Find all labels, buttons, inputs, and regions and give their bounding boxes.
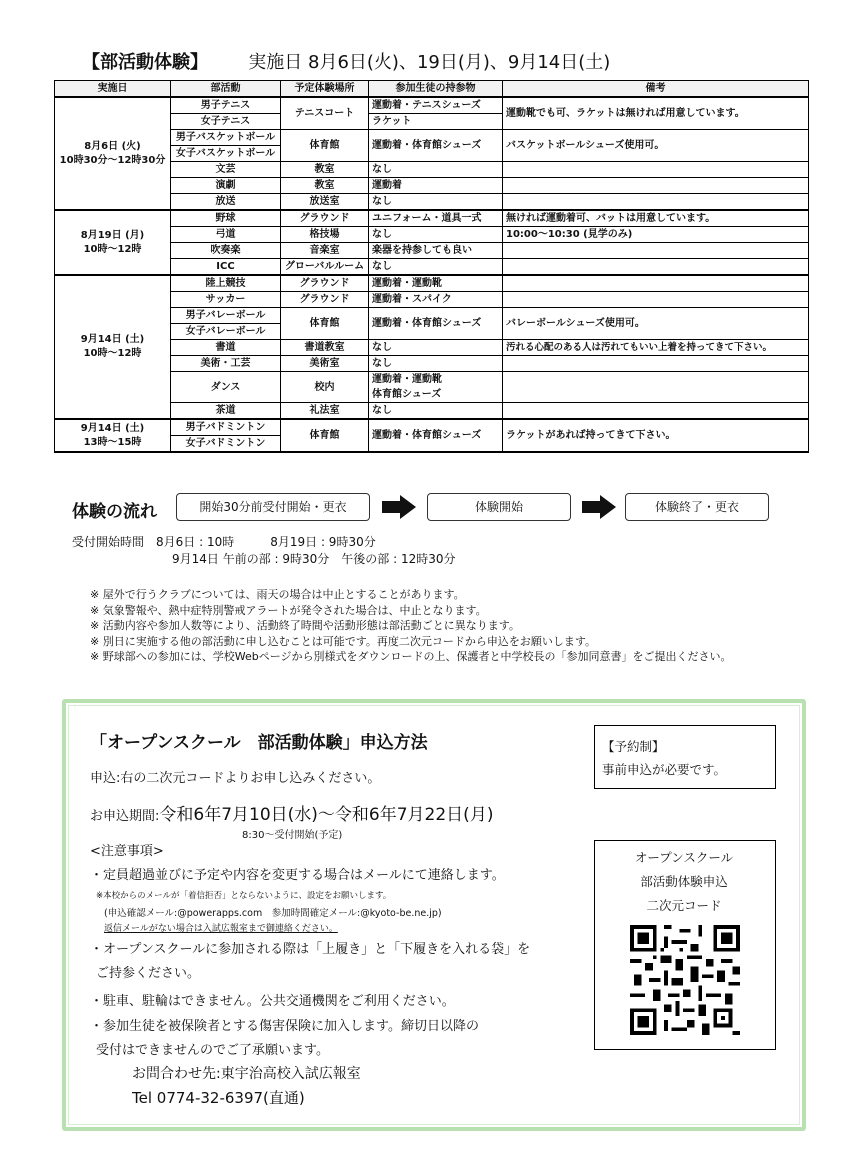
caution-sub: 返信メールがない場合は入試広報室まで御連絡ください。 (104, 924, 338, 934)
place-cell: テニスコート (281, 97, 369, 130)
note-cell: バスケットボールシューズ使用可。 (503, 130, 809, 162)
club-cell: 男子バスケットボール (171, 130, 281, 146)
items-cell: なし (369, 356, 503, 372)
flow-label: 体験の流れ (72, 502, 157, 522)
page-title-row (82, 48, 610, 74)
club-cell: 放送 (171, 194, 281, 211)
flow-step-3: 体験終了・更衣 (625, 493, 769, 521)
club-cell: 美術・工芸 (171, 356, 281, 372)
place-cell: 体育館 (281, 130, 369, 162)
place-cell: 美術室 (281, 356, 369, 372)
note-item: ※ 別日に実施する他の部活動に申し込むことは可能です。再度二次元コードから申込をお願いします。 (90, 634, 596, 648)
header-place: 予定体験場所 (281, 81, 369, 98)
note-cell: 10:00～10:30 (見学のみ) (503, 227, 809, 243)
club-cell: サッカー (171, 292, 281, 308)
date-time: 10時30分～12時30分 (59, 154, 166, 166)
club-cell: 野球 (171, 210, 281, 227)
club-cell: 文芸 (171, 162, 281, 178)
qr-code-icon[interactable] (630, 925, 740, 1035)
items-cell: 運動着・体育館シューズ (369, 308, 503, 340)
table-row (55, 275, 809, 292)
club-cell: ダンス (171, 372, 281, 403)
date-time: 10時～12時 (83, 243, 142, 255)
place-cell: 教室 (281, 162, 369, 178)
place-cell: 校内 (281, 372, 369, 403)
note-cell (503, 243, 809, 259)
schedule-table (54, 80, 809, 453)
apply-period-label: お申込期間: (90, 809, 160, 824)
place-cell: 礼法室 (281, 403, 369, 420)
event-dates: 実施日 8月6日(火)、19日(月)、9月14日(土) (248, 52, 611, 73)
items-cell: 運動着・体育館シューズ (369, 419, 503, 452)
caution-sub: ※本校からのメールが「着信拒否」とならないように、設定をお願いします。 (96, 891, 392, 901)
note-cell (503, 356, 809, 372)
note-cell: 無ければ運動着可、バットは用意しています。 (503, 210, 809, 227)
caution-heading: <注意事項> (90, 844, 164, 859)
note-cell: 運動靴でも可、ラケットは無ければ用意しています。 (503, 97, 809, 130)
arrow-right-icon (582, 495, 616, 519)
page-title: 【部活動体験】 (82, 52, 208, 73)
notes-list (90, 587, 810, 665)
header-club: 部活動 (171, 81, 281, 98)
place-cell: グラウンド (281, 292, 369, 308)
note-item: ※ 活動内容や参加人数等により、活動終了時間や活動形態は部活動ごとに異なります。 (90, 619, 520, 632)
reception-times (72, 534, 456, 568)
caution-item: ・参加生徒を被保険者とする傷害保険に加入します。締切日以降の (90, 1019, 479, 1034)
date-time: 13時～15時 (83, 436, 142, 448)
items-cell: 運動着・スパイク (369, 292, 503, 308)
reception-line-2: 9月14日 午前の部 : 9時30分 午後の部 : 12時30分 (172, 552, 456, 566)
place-cell: グラウンド (281, 275, 369, 292)
note-cell (503, 178, 809, 194)
header-notes: 備考 (503, 81, 809, 98)
note-item: ※ 気象警報や、熱中症特別警戒アラートが発令された場合は、中止となります。 (90, 603, 487, 617)
note-cell (503, 403, 809, 420)
items-cell: 楽器を持参しても良い (369, 243, 503, 259)
club-cell: 男子バドミントン (171, 419, 281, 436)
flow-step-2: 体験開始 (427, 493, 571, 521)
club-cell: 陸上競技 (171, 275, 281, 292)
items-cell: なし (369, 259, 503, 276)
place-cell: グローバルルーム (281, 259, 369, 276)
caution-item-cont: 受付はできませんのでご了承願います。 (96, 1043, 329, 1058)
apply-method: 申込:右の二次元コードよりお申し込みください。 (90, 771, 381, 786)
note-item: ※ 野球部への参加には、学校Webページから別様式をダウンロードの上、保護者と中学校長の「参加同意書」をご提出ください。 (90, 650, 732, 663)
table-header-row (55, 81, 809, 98)
arrow-right-icon (382, 495, 416, 519)
flow-step-1: 開始30分前受付開始・更衣 (176, 493, 370, 521)
contact-info: お問合わせ先:東宇治高校入試広報室 (132, 1066, 361, 1082)
note-cell: バレーボールシューズ使用可。 (503, 308, 809, 340)
caution-item: ・オープンスクールに参加される際は「上履き」と「下履きを入れる袋」を (90, 942, 531, 957)
club-cell: 茶道 (171, 403, 281, 420)
note-cell (503, 292, 809, 308)
caution-sub: (申込確認メール:@powerapps.com 参加時間確定メール:@kyoto-be.ne.jp) (104, 908, 442, 919)
qr-caption-2: 部活動体験申込 (640, 874, 728, 889)
items-cell: なし (369, 194, 503, 211)
club-cell: 女子バレーボール (171, 324, 281, 340)
place-cell: 音楽室 (281, 243, 369, 259)
items-cell: 体育館シューズ (369, 387, 503, 403)
apply-period (90, 800, 493, 825)
items-cell: なし (369, 403, 503, 420)
place-cell: 教室 (281, 178, 369, 194)
table-row (55, 419, 809, 436)
note-item: ※ 屋外で行うクラブについては、雨天の場合は中止とすることがあります。 (90, 588, 465, 601)
items-cell: 運動着・運動靴 (369, 372, 503, 388)
club-cell: 書道 (171, 340, 281, 356)
note-cell: ラケットがあれば持ってきて下さい。 (503, 419, 809, 452)
date-day: 8月6日 (火) (84, 140, 141, 152)
date-day: 9月14日 (土) (80, 334, 145, 345)
club-cell: 女子バスケットボール (171, 146, 281, 162)
club-cell: 男子テニス (171, 97, 281, 114)
qr-caption-3: 二次元コード (646, 898, 722, 913)
items-cell: 運動着・テニスシューズ (369, 97, 503, 114)
table-row (55, 97, 809, 114)
place-cell: グラウンド (281, 210, 369, 227)
club-cell: ICC (171, 259, 281, 276)
caution-item-cont: ご持参ください。 (96, 966, 201, 981)
apply-heading: 「オープンスクール 部活動体験」申込方法 (90, 733, 428, 753)
date-day: 9月14日 (土) (80, 422, 145, 434)
date-day: 8月19日 (月) (80, 229, 145, 241)
club-cell: 男子バレーボール (171, 308, 281, 324)
items-cell: 運動着・体育館シューズ (369, 130, 503, 162)
place-cell: 放送室 (281, 194, 369, 211)
items-cell: 運動着・運動靴 (369, 275, 503, 292)
club-cell: 弓道 (171, 227, 281, 243)
place-cell: 格技場 (281, 227, 369, 243)
items-cell: 運動着 (369, 178, 503, 194)
qr-caption-1: オープンスクール (634, 850, 734, 865)
note-cell (503, 275, 809, 292)
apply-period-value: 令和6年7月10日(水)～令和6年7月22日(月) (159, 805, 494, 825)
place-cell: 体育館 (281, 308, 369, 340)
place-cell: 書道教室 (281, 340, 369, 356)
reservation-text: 事前申込が必要です。 (602, 762, 727, 777)
club-cell: 演劇 (171, 178, 281, 194)
reception-label: 受付開始時間 (72, 535, 145, 549)
items-cell: ユニフォーム・道具一式 (369, 210, 503, 227)
note-cell: 汚れる心配のある人は汚れてもいい上着を持ってきて下さい。 (503, 340, 809, 356)
items-cell: なし (369, 227, 503, 243)
items-cell: なし (369, 162, 503, 178)
header-date: 実施日 (55, 81, 171, 98)
apply-period-sub: 8:30～受付開始(予定) (242, 830, 343, 841)
date-cell (55, 419, 171, 452)
date-cell (55, 275, 171, 419)
table-row (55, 210, 809, 227)
items-cell: ラケット (369, 114, 503, 130)
club-cell: 女子バドミントン (171, 436, 281, 453)
date-cell (55, 210, 171, 275)
club-cell: 吹奏楽 (171, 243, 281, 259)
note-cell (503, 259, 809, 276)
reception-line-1: 8月6日 : 10時 8月19日 : 9時30分 (156, 535, 376, 549)
items-cell: なし (369, 340, 503, 356)
place-cell: 体育館 (281, 419, 369, 452)
club-cell: 女子テニス (171, 114, 281, 130)
caution-item: ・駐車、駐輪はできません。公共交通機関をご利用ください。 (90, 994, 455, 1009)
note-cell (503, 194, 809, 211)
date-cell (55, 97, 171, 210)
note-cell (503, 162, 809, 178)
caution-item: ・定員超過並びに予定や内容を変更する場合はメールにて連絡します。 (90, 868, 505, 883)
contact-tel: Tel 0774-32-6397(直通) (132, 1089, 305, 1107)
header-items: 参加生徒の持参物 (369, 81, 503, 98)
reservation-box (594, 725, 776, 789)
date-time: 10時～12時 (83, 348, 142, 359)
note-cell (503, 372, 809, 403)
reservation-title: 【予約制】 (602, 739, 665, 754)
